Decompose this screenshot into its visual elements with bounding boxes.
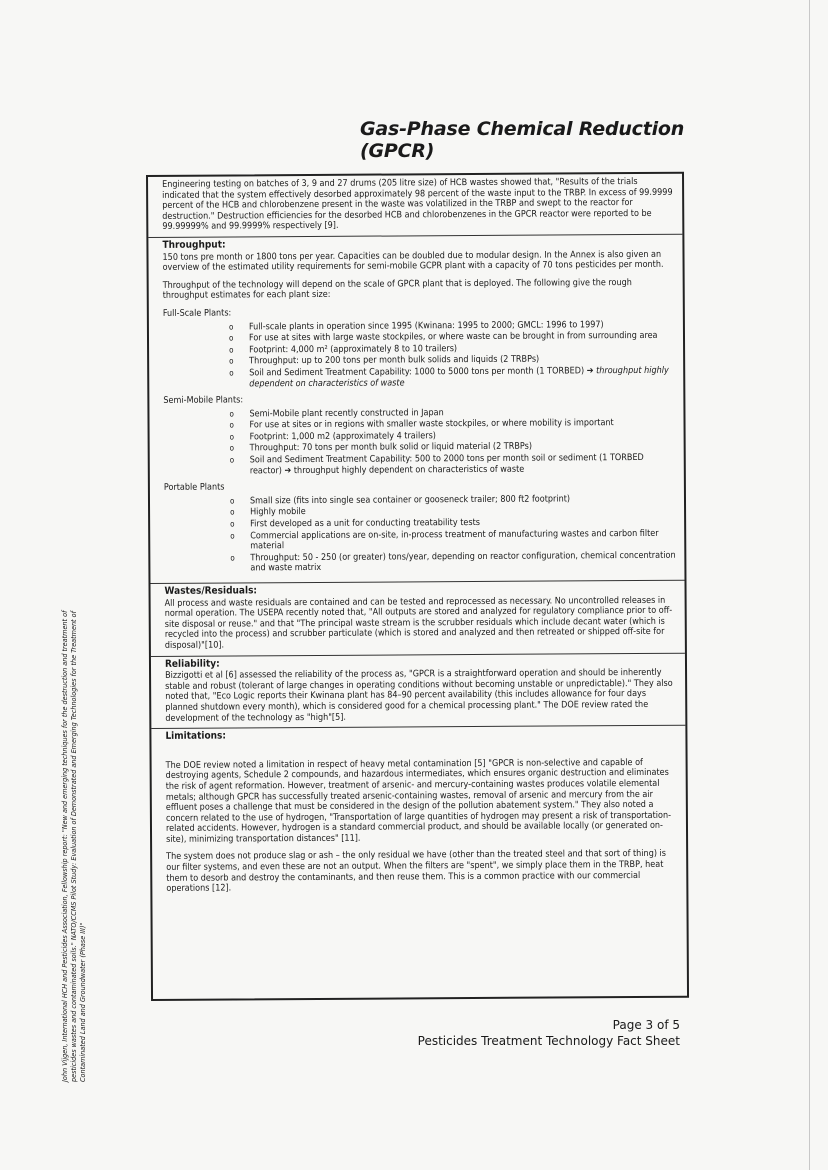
limitations-heading: Limitations: [165,730,227,743]
citation-line-2: pesticides wastes and contaminated soils." NATO/CCMS Pilot Study: Evaluation of Demonstrated and Emerging Technologies for the Treatment of [69,611,78,1082]
wastes-section [150,581,684,657]
portable-label: Portable Plants [163,482,225,494]
list-item: o Throughput: 50 - 250 (or greater) tons/year, depending on reactor configuration, chemical concentration and waste matrix [230,550,676,574]
fact-sheet-table [146,172,689,1001]
throughput-section [148,235,684,584]
wastes-text: All process and waste residuals are contained and can be tested and reprocessed as necessary. No uncontrolled releases in normal operation. The USEPA recently noted that, "All outputs are stored and analyzed for regulatory compliance prior to off-site disposal or reuse." and that "The principal waste stream is the scrubber residuals which include decant water (which is recycled into the process) and scrubber particulate (which is stored and analyzed and then retreated or shipped off-site for disposal)"[10]. [164,595,673,651]
citation-line-3: Contaminated Land and Groundwater (Phase III)" [78,922,87,1082]
limitations-para-1: The DOE review noted a limitation in respect of heavy metal contamination [5] "GPCR is non-selective and capable of destroying agents, Schedule 2 compounds, and hazardous intermediates, which ensures organic destruction and eliminates the risk of agent reformation. However, treatment of arsenic- and mercury-containing wastes produces volatile elemental metals; although GPCR has successfully treated arsenic-containing wastes, removal of arsenic and mercury from the air effluent poses a challenge that must be considered in the design of the pollution abatement system." They also noted a concern related to the use of hydrogen, "Transportation of large quantities of hydrogen may present a risk of transportation-related accidents. However, hydrogen is a standard commercial product, and should be available locally (or generated on-site), minimizing transportation distances" [11]. [165,757,672,845]
bullet-icon: o [229,356,234,366]
list-item: o Semi-Mobile plant recently constructed in Japan [229,407,444,420]
bullet-icon: o [229,443,235,453]
intro-text: Engineering testing on batches of 3, 9 and 27 drums (205 litre size) of HCB wastes showed that, "Results of the trials indicated that the system effectively desorbed approximately 98 percent of the waste input to the TRBP. In excess of 99.9999 percent of the HCB and chlorobenzene present in the waste was volatilized in the TRBP and swept to the reactor for destruction." Destruction efficiencies for the desorbed HCB and chlorobenzenes in the GPCR reactor were reported to be 99.99999% and 99.9999% respectively [9]. [162,176,673,233]
list-item: o First developed as a unit for conducting treatability tests [230,517,480,530]
bullet-icon: o [229,409,234,419]
page-title: Gas-Phase Chemical Reduction (GPCR) [360,118,685,162]
citation-line-1: John Vijgen, International HCH and Pesticides Association, Fellowship report: "New and emerging techniques for the destruction and treatment of [60,610,69,1082]
list-item: o Soil and Sediment Treatment Capability: 500 to 2000 tons per month soil or sediment (1 TORBED reactor) ➔ throughput highly dependent on characteristics of waste [229,453,644,477]
portable-list [164,494,678,575]
scan-edge-line [809,0,810,1170]
throughput-para-1: 150 tons pre month or 1800 tons per year. Capacities can be doubled due to modular design. In the Annex is also given an overview of the estimated utility requirements for semi-mobile GCPR plant with a capacity of 70 tons pesticides per month. [162,249,664,274]
list-item: o Small size (fits into single sea container or gooseneck trailer; 800 ft2 footprint) [229,494,571,507]
intro-section [148,174,682,238]
page-number: Page 3 of 5 [612,1018,680,1032]
semi-mobile-list [163,406,677,477]
full-scale-list [163,319,677,390]
bullet-icon: o [229,368,234,378]
bullet-icon: o [229,432,235,442]
list-item: o Footprint: 1,000 m2 (approximately 4 trailers) [229,431,436,443]
list-item: o For use at sites with large waste stockpiles, or where waste can be brought in from surrounding area [228,331,658,344]
list-item: o Full-scale plants in operation since 1995 (Kwinana: 1995 to 2000; GMCL: 1996 to 1997) [228,319,604,332]
limitations-para-2: The system does not produce slag or ash – the only residual we have (other than the treated steel and that sort of thing) is our filter systems, and even these are not an output. When the filters are "spent", we simply place them in the TRBP, heat them to desorb and destroy the contaminants, and then reuse them. This is a common practice with our commercial operations [12]. [166,849,667,895]
bullet-icon: o [230,531,235,541]
list-item: o Highly mobile [230,507,306,518]
bullet-icon: o [230,507,235,517]
footer-doc-title: Pesticides Treatment Technology Fact Sheet [417,1034,680,1048]
list-item: o Footprint: 4,000 m² (approximately 8 to 10 trailers) [229,343,458,356]
bullet-icon: o [230,553,235,563]
bullet-icon: o [229,420,234,430]
limitations-section [151,726,686,899]
wastes-heading: Wastes/Residuals: [164,585,258,597]
bullet-icon: o [230,519,235,529]
list-item: o Throughput: up to 200 tons per month bulk solids and liquids (2 TRBPs) [229,354,540,367]
full-scale-label: Full-Scale Plants: [162,308,232,319]
throughput-heading: Throughput: [162,239,226,251]
bullet-icon: o [228,322,234,332]
bullet-icon: o [229,345,234,355]
reliability-section [151,653,685,729]
list-item: o For use at sites or in regions with smaller waste stockpiles, or where mobility is important [229,418,614,431]
bullet-icon: o [228,333,234,343]
bullet-icon: o [229,496,235,506]
italic-note: throughput highly dependent on characteristics of waste [249,365,669,389]
list-item: o Soil and Sediment Treatment Capability: 1000 to 5000 tons per month (1 TORBED) ➔ throughput highly dependent on characteristics of waste [229,365,669,389]
throughput-para-2: Throughput of the technology will depend on the scale of GPCR plant that is deployed. The following give the rough throughput estimates for each plant size: [162,277,632,302]
reliability-text: Bizzigotti et al [6] assessed the reliability of the process as, "GPCR is a straightforward operation and should be inherently stable and robust (tolerant of large changes in operating conditions without becoming unstable or unpredictable)." They also noted that, "Eco Logic reports their Kwinana plant has 84–90 percent availability (this includes allowance for four days planned shutdown every month), which is considered good for a chemical processing plant." The DOE review rated the development of the technology as "high"[5]. [165,668,673,724]
side-citation [60,502,87,1082]
bullet-icon: o [229,455,235,465]
semi-mobile-label: Semi-Mobile Plants: [163,395,244,406]
list-item: o Commercial applications are on-site, in-process treatment of manufacturing wastes and carbon filter material [230,528,659,552]
list-item: o Throughput: 70 tons per month bulk solid or liquid material (2 TRBPs) [229,442,533,454]
reliability-heading: Reliability: [164,658,220,670]
